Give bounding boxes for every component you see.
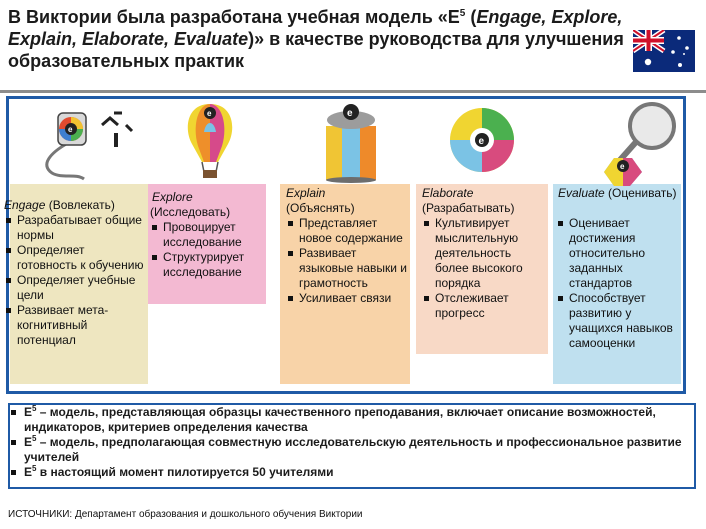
svg-text:e: e bbox=[347, 108, 353, 119]
engage-heading-en: Engage bbox=[4, 198, 46, 212]
explain-heading-en: Explain bbox=[286, 186, 326, 200]
bullet-text: в настоящий момент пилотируется 50 учителями bbox=[36, 465, 334, 479]
svg-text:e: e bbox=[620, 162, 625, 171]
explore-heading-en: Explore bbox=[152, 190, 193, 204]
bullet-sup: 5 bbox=[32, 434, 37, 443]
elaborate-item: Культивирует мыслительную деятельность более высокого порядка bbox=[422, 216, 548, 291]
title-sup: 5 bbox=[459, 8, 466, 19]
elaborate-heading-en: Elaborate bbox=[422, 186, 474, 200]
building-icon bbox=[322, 100, 380, 184]
evaluate-item: Способствует развитию у учащихся навыков самооценки bbox=[556, 291, 680, 351]
title-part2: ( bbox=[465, 7, 477, 27]
explore-item: Структурирует исследование bbox=[150, 250, 266, 280]
bullet-text: – модель, предполагающая совместную исследовательскую деятельность и профессиональное развитие учителей bbox=[24, 435, 682, 464]
title-divider bbox=[0, 90, 706, 93]
explore-item: Провоцирует исследование bbox=[150, 220, 266, 250]
explain-item: Развивает языковые навыки и грамотность bbox=[286, 246, 408, 291]
engage-item: Определяет учебные цели bbox=[4, 273, 146, 303]
evaluate-heading-ru: (Оценивать) bbox=[604, 186, 677, 200]
title-part3: )» в качестве руководства для улучшения образовательных практик bbox=[8, 29, 624, 71]
engage-column bbox=[4, 198, 146, 348]
bullet-e: E bbox=[24, 435, 33, 449]
summary-bullet bbox=[10, 405, 690, 435]
evaluate-heading-en: Evaluate bbox=[558, 186, 605, 200]
explain-column bbox=[286, 186, 408, 306]
evaluate-column bbox=[556, 186, 700, 351]
bullet-e: E bbox=[24, 405, 33, 419]
summary-bullet bbox=[10, 465, 690, 480]
title-part1: В Виктории была разработана учебная модель «E bbox=[8, 7, 460, 27]
bullet-text: – модель, представляющая образцы качественного преподавания, включает описание возможностей, индикаторов, критериев определения качества bbox=[24, 405, 656, 434]
cycle-icon bbox=[443, 100, 521, 180]
magnifier-icon bbox=[596, 100, 682, 188]
engage-heading-ru: (Вовлекать) bbox=[45, 198, 115, 212]
engage-item: Определяет готовность к обучению bbox=[4, 243, 146, 273]
source-note: ИСТОЧНИКИ: Департамент образования и дошкольного обучения Виктории bbox=[8, 509, 363, 520]
balloon-icon bbox=[180, 100, 240, 184]
bullet-e: E bbox=[24, 465, 33, 479]
summary-bullet bbox=[10, 435, 690, 465]
explore-column bbox=[150, 190, 266, 280]
elaborate-heading-ru: (Разрабатывать) bbox=[422, 201, 515, 215]
engage-item: Разрабатывает общие нормы bbox=[4, 213, 146, 243]
engage-heading bbox=[4, 198, 146, 213]
explain-heading-ru: (Объяснять) bbox=[286, 201, 355, 215]
evaluate-heading bbox=[558, 186, 700, 201]
evaluate-item: Оценивает достижения относительно заданных стандартов bbox=[556, 216, 680, 291]
australia-flag-icon bbox=[633, 30, 695, 72]
engage-item: Развивает мета-когнитивный потенциал bbox=[4, 303, 146, 348]
elaborate-column bbox=[422, 186, 548, 321]
elaborate-item: Отслеживает прогресс bbox=[422, 291, 548, 321]
explain-item: Представляет новое содержание bbox=[286, 216, 408, 246]
summary-bullets bbox=[10, 405, 690, 480]
bullet-sup: 5 bbox=[32, 464, 37, 473]
title-italic: Engage, Explore, Explain, Elaborate, Evaluate bbox=[8, 7, 623, 49]
explain-item: Усиливает связи bbox=[286, 291, 408, 306]
page-title bbox=[8, 6, 648, 72]
svg-text:e: e bbox=[478, 136, 485, 147]
bullet-sup: 5 bbox=[32, 404, 37, 413]
svg-text:e: e bbox=[207, 109, 212, 118]
explore-heading-ru: (Исследовать) bbox=[150, 205, 231, 219]
plug-icon bbox=[40, 103, 140, 185]
svg-text:e: e bbox=[68, 125, 73, 134]
